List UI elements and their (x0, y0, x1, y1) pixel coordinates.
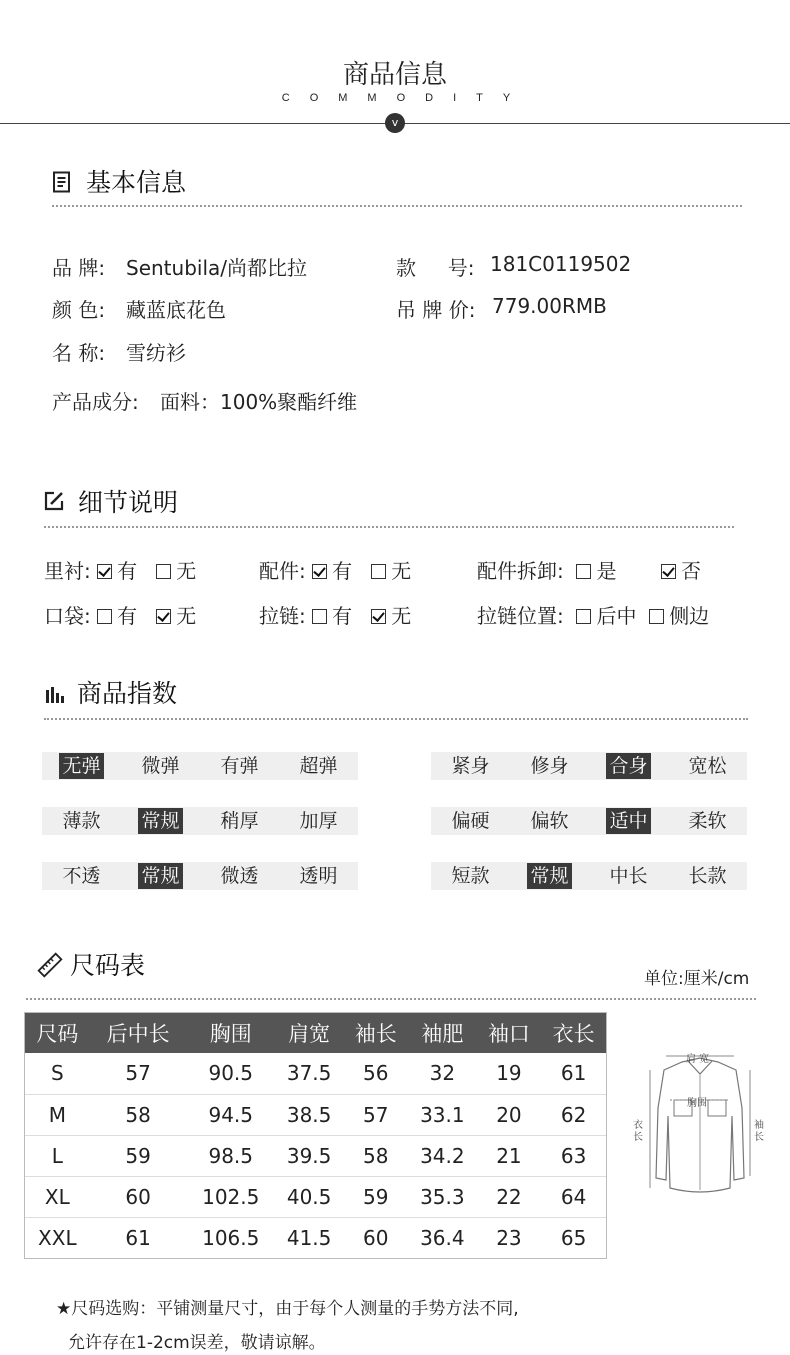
table-cell: S (25, 1053, 90, 1094)
table-cell: 32 (408, 1053, 477, 1094)
table-cell: 20 (477, 1094, 542, 1135)
pocket-yes-checkbox[interactable] (97, 609, 112, 624)
index-title: 商品指数 (77, 679, 178, 708)
table-cell: 63 (541, 1135, 606, 1176)
sleeve-label: 袖 长 (754, 1120, 764, 1143)
table-cell: L (25, 1135, 90, 1176)
detach-no-checkbox[interactable] (661, 564, 676, 579)
composition-label: 产品成分: (52, 390, 139, 414)
transparency-scale (42, 862, 358, 890)
zipper-side-label: 侧边 (669, 604, 710, 628)
details-title: 细节说明 (78, 488, 179, 517)
style-label: 款 号: (396, 256, 475, 280)
ruler-icon (37, 952, 63, 982)
thickness-option[interactable]: 薄款 (62, 810, 101, 832)
detach-yes-checkbox[interactable] (576, 564, 591, 579)
length-option[interactable]: 常规 (527, 863, 571, 889)
zipper-side-checkbox[interactable] (649, 609, 664, 624)
table-cell: 19 (477, 1053, 542, 1094)
pocket-yes-label: 有 (117, 604, 138, 628)
size-table-header-cell: 尺码 (25, 1013, 90, 1053)
zipper-back-label: 后中 (596, 604, 637, 628)
size-table-wrap (24, 1012, 607, 1259)
elasticity-option[interactable]: 有弹 (220, 755, 259, 777)
table-row (25, 1176, 606, 1217)
accessory-row (259, 555, 411, 584)
size-table-header-cell: 胸围 (187, 1013, 275, 1053)
edit-icon (43, 490, 65, 516)
fit-option[interactable]: 宽松 (688, 755, 727, 777)
thickness-scale (42, 807, 358, 835)
section-divider (26, 998, 756, 1000)
size-note-line2: 允许存在1-2cm误差，敬请谅解。 (68, 1333, 326, 1353)
table-cell: 58 (343, 1135, 408, 1176)
length-option[interactable]: 短款 (451, 865, 490, 887)
page-title: 商品信息 (342, 60, 447, 90)
table-cell: 98.5 (187, 1135, 275, 1176)
chevron-down-icon[interactable]: v (385, 113, 405, 133)
elasticity-scale (42, 752, 358, 780)
elasticity-option[interactable]: 无弹 (59, 753, 103, 779)
elasticity-option[interactable]: 超弹 (299, 755, 338, 777)
detach-no-label: 否 (680, 559, 701, 583)
lining-no-checkbox[interactable] (156, 564, 171, 579)
accessory-label: 配件: (259, 559, 306, 583)
table-cell: 94.5 (187, 1094, 275, 1135)
length-scale (431, 862, 747, 890)
elasticity-option[interactable]: 微弹 (141, 755, 180, 777)
length-label: 衣 长 (633, 1120, 643, 1143)
table-cell: 57 (343, 1094, 408, 1135)
size-table (25, 1013, 606, 1258)
section-divider (44, 526, 734, 528)
table-cell: 106.5 (202, 1225, 260, 1250)
table-row (25, 1217, 606, 1258)
size-table-header-cell: 肩宽 (275, 1013, 344, 1053)
table-cell: 59 (343, 1176, 408, 1217)
zipper-row (259, 600, 411, 629)
document-icon (52, 171, 72, 197)
table-cell: 102.5 (187, 1176, 275, 1217)
accessory-yes-checkbox[interactable] (312, 564, 327, 579)
softness-option[interactable]: 柔软 (688, 810, 727, 832)
bar-chart-icon (45, 684, 65, 708)
transparency-option[interactable]: 微透 (220, 865, 259, 887)
zipper-no-checkbox[interactable] (371, 609, 386, 624)
section-divider (52, 205, 742, 207)
softness-scale (431, 807, 747, 835)
zipper-label: 拉链: (259, 604, 306, 628)
zipper-position-row (477, 600, 709, 629)
thickness-option[interactable]: 常规 (138, 808, 182, 834)
fit-option[interactable]: 合身 (606, 753, 650, 779)
accessory-no-checkbox[interactable] (371, 564, 386, 579)
pocket-no-checkbox[interactable] (156, 609, 171, 624)
price-value: 779.00RMB (492, 294, 607, 318)
size-table-header-cell: 袖长 (343, 1013, 408, 1053)
table-cell: 90.5 (187, 1053, 275, 1094)
table-cell: 36.4 (420, 1225, 465, 1250)
transparency-option[interactable]: 透明 (299, 865, 338, 887)
table-row (25, 1094, 606, 1135)
brand-label: 品 牌: (52, 256, 106, 280)
lining-label: 里衬: (44, 559, 91, 583)
table-cell: 62 (541, 1094, 606, 1135)
accessory-no-label: 无 (391, 559, 412, 583)
table-cell: 35.3 (408, 1176, 477, 1217)
table-cell: 58 (90, 1094, 187, 1135)
shirt-measurement-diagram (630, 1048, 770, 1208)
length-option[interactable]: 长款 (688, 865, 727, 887)
length-option[interactable]: 中长 (609, 865, 648, 887)
thickness-option[interactable]: 加厚 (299, 810, 338, 832)
size-unit: 单位:厘米/cm (644, 969, 750, 989)
lining-yes-label: 有 (117, 559, 138, 583)
fit-scale (431, 752, 747, 780)
table-cell: 34.2 (408, 1135, 477, 1176)
basic-info-title: 基本信息 (86, 168, 187, 197)
size-table-header-cell: 袖肥 (408, 1013, 477, 1053)
zipper-position-label: 拉链位置: (477, 604, 564, 628)
size-table-header-cell: 后中长 (90, 1013, 187, 1053)
table-cell: 65 (560, 1225, 587, 1250)
size-table-header-cell: 衣长 (541, 1013, 606, 1053)
section-divider (44, 718, 748, 720)
table-cell: XXL (38, 1225, 77, 1250)
table-cell: 40.5 (275, 1176, 344, 1217)
zipper-no-label: 无 (391, 604, 412, 628)
page-subtitle: COMMODITY (281, 92, 531, 104)
fit-option[interactable]: 修身 (530, 755, 569, 777)
table-cell: 33.1 (408, 1094, 477, 1135)
lining-no-label: 无 (176, 559, 197, 583)
table-row (25, 1135, 606, 1176)
lining-row (44, 555, 196, 584)
transparency-option[interactable]: 不透 (62, 865, 101, 887)
table-cell: 21 (477, 1135, 542, 1176)
style-value: 181C0119502 (490, 252, 632, 276)
chest-label: 胸围 (687, 1098, 707, 1109)
table-cell: 22 (477, 1176, 542, 1217)
table-cell: 38.5 (275, 1094, 344, 1135)
zipper-back-checkbox[interactable] (576, 609, 591, 624)
table-cell: 37.5 (275, 1053, 344, 1094)
table-cell: 60 (90, 1176, 187, 1217)
table-cell: XL (25, 1176, 90, 1217)
table-cell: 60 (362, 1225, 389, 1250)
transparency-option[interactable]: 常规 (138, 863, 182, 889)
size-table-header (25, 1013, 606, 1053)
zipper-yes-label: 有 (332, 604, 353, 628)
zipper-yes-checkbox[interactable] (312, 609, 327, 624)
shoulder-label: 肩 宽 (686, 1054, 710, 1065)
detach-label: 配件拆卸: (477, 559, 564, 583)
composition-value: 面料：100%聚酯纤维 (160, 390, 358, 414)
color-value: 藏蓝底花色 (126, 298, 226, 322)
thickness-option[interactable]: 稍厚 (220, 810, 259, 832)
pocket-label: 口袋: (44, 604, 91, 628)
pocket-row (44, 600, 196, 629)
color-label: 颜 色: (52, 298, 106, 322)
size-table-header-cell: 袖口 (477, 1013, 542, 1053)
lining-yes-checkbox[interactable] (97, 564, 112, 579)
table-cell: 61 (125, 1225, 151, 1250)
table-cell: M (25, 1094, 90, 1135)
table-cell: 59 (90, 1135, 187, 1176)
table-cell: 61 (541, 1053, 606, 1094)
name-label: 名 称: (52, 341, 106, 365)
detach-row (477, 555, 701, 584)
table-cell: 57 (90, 1053, 187, 1094)
softness-option[interactable]: 偏软 (530, 810, 569, 832)
name-value: 雪纺衫 (126, 341, 186, 365)
price-label: 吊 牌 价: (396, 298, 476, 322)
table-cell: 39.5 (275, 1135, 344, 1176)
table-row (25, 1053, 606, 1094)
softness-option[interactable]: 偏硬 (451, 810, 490, 832)
fit-option[interactable]: 紧身 (451, 755, 490, 777)
size-chart-title: 尺码表 (70, 951, 146, 980)
pocket-no-label: 无 (176, 604, 197, 628)
table-cell: 23 (496, 1225, 522, 1250)
table-cell: 41.5 (286, 1225, 332, 1250)
accessory-yes-label: 有 (332, 559, 353, 583)
detach-yes-label: 是 (596, 559, 617, 583)
table-cell: 56 (343, 1053, 408, 1094)
table-cell: 64 (541, 1176, 606, 1217)
size-note-line1: ★尺码选购：平铺测量尺寸，由于每个人测量的手势方法不同, (56, 1299, 519, 1319)
softness-option[interactable]: 适中 (606, 808, 650, 834)
brand-value: Sentubila/尚都比拉 (126, 256, 307, 280)
